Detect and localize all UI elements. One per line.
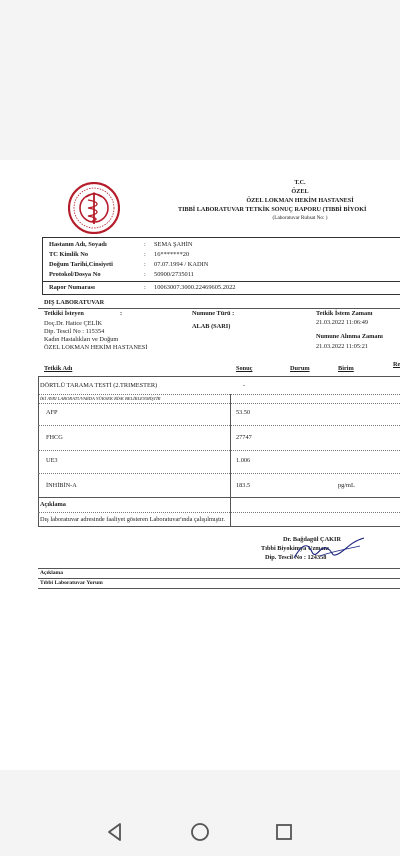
result-row-value: 1.006 <box>236 457 251 464</box>
patient-info-box <box>42 237 400 295</box>
result-row-name: İNHİBİN-A <box>46 482 77 489</box>
back-icon[interactable] <box>103 820 127 844</box>
patient-name-row: Hastanın Adı, Soyadı : SEMA ŞAHİN <box>49 241 193 248</box>
signer-title: Tıbbi Biyokimya Uzmanı <box>261 545 329 552</box>
patient-tc-value: 16*******20 <box>154 251 190 258</box>
result-row-name: FHCG <box>46 434 63 441</box>
patient-name-label: Hastanın Adı, Soyadı <box>49 241 107 248</box>
recents-icon[interactable] <box>272 820 296 844</box>
sample-type-label: Numune Türü : <box>192 310 235 317</box>
requester-doctor-reg: Dip. Tescil No : 115354 <box>44 328 105 335</box>
report-number-row: Rapor Numarası : 10063007.3000.22469605.2022 <box>49 284 236 291</box>
home-icon[interactable] <box>188 820 212 844</box>
result-row-name: UE3 <box>46 457 58 464</box>
patient-protocol-value: 50900/2735011 <box>154 271 194 278</box>
signer-name: Dr. Bağdagül ÇAKIR <box>283 536 342 543</box>
header-line-tc: T.C. <box>294 179 306 186</box>
patient-dob-row: Doğum Tarihi,Cinsiyeti : 07.07.1994 / KADIN <box>49 261 209 268</box>
test-group-title: DÖRTLÜ TARAMA TESTİ (2.TRIMESTER) <box>40 382 158 389</box>
requester-doctor: Doç.Dr. Hatice ÇELİK <box>44 320 103 327</box>
patient-tc-row: TC Kimlik No : 16*******20 <box>49 251 190 258</box>
col-header-test: Tetkik Adı <box>44 365 73 372</box>
requester-label: Tetkiki İsteyen <box>44 310 84 317</box>
patient-name-value: SEMA ŞAHİN <box>154 241 193 248</box>
request-time-value: 21.03.2022 11:06:49 <box>316 319 369 326</box>
result-row-value: 183.5 <box>236 482 251 489</box>
patient-tc-label: TC Kimlik No <box>49 251 89 258</box>
report-number-value: 10063007.3000.22469605.2022 <box>154 284 236 291</box>
note-text: Dış laboratuvar adresinde faaliyet gösteren Laboratuvar'ında çalışılmıştır. <box>40 516 225 523</box>
note-title: Açıklama <box>40 501 66 508</box>
request-time-label: Tetkik İstem Zamanı <box>316 310 373 317</box>
patient-dob-value: 07.07.1994 / KADIN <box>154 261 209 268</box>
signature-scribble <box>290 534 368 564</box>
col-header-unit: Birim <box>338 365 354 372</box>
col-header-status: Durum <box>290 365 310 372</box>
collection-time-value: 21.03.2022 11:05:21 <box>316 343 369 350</box>
navigation-bar <box>0 800 400 856</box>
ministry-logo <box>68 182 120 234</box>
header-line-ozel: ÖZEL <box>291 188 309 195</box>
col-header-ref: Re <box>393 361 400 368</box>
report-page <box>0 160 400 770</box>
header-hospital-name: ÖZEL LOKMAN HEKİM HASTANESİ <box>246 197 354 204</box>
footer-note-title: Açıklama <box>40 570 63 576</box>
patient-protocol-label: Protokol/Dosya No <box>49 271 101 278</box>
result-row-unit: pg/mL <box>338 482 355 489</box>
report-number-label: Rapor Numarası <box>49 284 95 291</box>
requester-department: Kadın Hastalıkları ve Doğum <box>44 336 119 343</box>
col-header-result: Sonuç <box>236 365 253 372</box>
header-report-title: TIBBİ LABORATUVAR TETKİK SONUÇ RAPORU (TIBBİ BİYOKİ <box>178 206 367 213</box>
patient-protocol-row: Protokol/Dosya No : 50900/2735011 <box>49 271 194 278</box>
test-subgroup-title: İKİ AYRI LABORATUVARDA YÜKSEK RİSK BELİRLENMİŞTİR <box>40 396 161 401</box>
sample-type-value: ALAB (SARI) <box>192 323 231 330</box>
result-row-name: AFP <box>46 409 58 416</box>
result-row-value: 53.50 <box>236 409 251 416</box>
header-license: (Laboratuvar Ruhsat No: ) <box>272 215 328 221</box>
requester-colon: : <box>120 310 123 317</box>
test-group-dash: - <box>243 382 246 389</box>
lab-section-title: DIŞ LABORATUVAR <box>44 299 105 306</box>
patient-dob-label: Doğum Tarihi,Cinsiyeti <box>49 261 113 268</box>
collection-time-label: Numune Alınma Zamanı <box>316 333 383 340</box>
requester-hospital: ÖZEL LOKMAN HEKİM HASTANESİ <box>44 344 148 351</box>
result-row-value: 27747 <box>236 434 252 441</box>
footer-comment-title: Tıbbi Laboratuvar Yorum <box>40 580 103 586</box>
signer-registration: Dip. Tescil No : 124358 <box>265 554 327 561</box>
